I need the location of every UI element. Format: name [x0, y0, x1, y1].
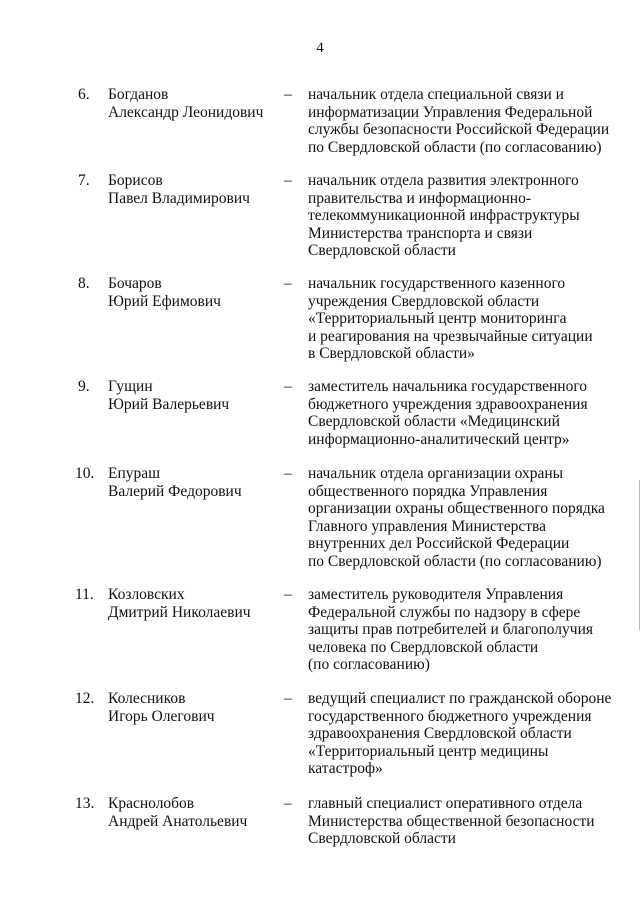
description-line: «Территориальный центр медицины: [308, 742, 549, 760]
position-description: [308, 465, 608, 571]
person-surname: Богданов: [108, 86, 169, 103]
person-surname: Епураш: [108, 465, 161, 482]
description-line: Свердловской области «Медицинский: [308, 413, 560, 431]
description-line: информационно-аналитический центр»: [308, 430, 570, 448]
description-line: Главного управления Министерства: [308, 517, 546, 535]
description-line: (по согласованию): [308, 656, 430, 674]
person-name: [108, 172, 273, 207]
description-line: начальник отдела организации охраны: [308, 465, 564, 482]
person-given-name: Юрий Валерьевич: [108, 395, 230, 413]
person-name: [108, 378, 273, 413]
description-line: Министерства транспорта и связи: [308, 224, 533, 242]
description-line: начальник отдела специальной связи и: [308, 86, 564, 103]
position-description: [308, 586, 608, 674]
description-line: по Свердловской области (по согласованию): [308, 552, 602, 570]
person-name: [108, 275, 273, 310]
position-description: [308, 690, 612, 778]
description-line: Свердловской области: [308, 830, 456, 848]
description-line: информатизации Управления Федеральной: [308, 103, 593, 121]
person-name: [108, 690, 273, 725]
description-line: государственного бюджетного учреждения: [308, 707, 592, 725]
description-line: по Свердловской области (по согласованию): [308, 138, 602, 156]
page-number: 4: [316, 40, 324, 56]
entry-number: 11.: [75, 586, 94, 603]
description-line: учреждения Свердловской области: [308, 292, 540, 310]
separator-dash: –: [284, 275, 292, 292]
person-given-name: Александр Леонидович: [108, 103, 264, 121]
description-line: ведущий специалист по гражданской обороне: [308, 690, 612, 707]
person-surname: Борисов: [108, 172, 163, 189]
description-line: заместитель начальника государственного: [308, 378, 588, 395]
description-line: телекоммуникационной инфраструктуры: [308, 207, 580, 225]
position-description: [308, 378, 608, 448]
person-surname: Гущин: [108, 378, 153, 395]
entry-number: 8.: [78, 275, 90, 292]
description-line: Федеральной службы по надзору в сфере: [308, 603, 581, 621]
person-name: [108, 795, 273, 830]
description-line: катастроф»: [308, 760, 383, 778]
position-description: [308, 172, 608, 260]
person-given-name: Дмитрий Николаевич: [108, 603, 251, 621]
person-surname: Козловских: [108, 586, 185, 603]
person-given-name: Павел Владимирович: [108, 189, 250, 207]
entry-number: 6.: [78, 86, 90, 103]
position-description: [308, 795, 608, 848]
separator-dash: –: [284, 586, 292, 603]
separator-dash: –: [284, 465, 292, 482]
description-line: здравоохранения Свердловской области: [308, 725, 572, 743]
person-given-name: Игорь Олегович: [108, 707, 215, 725]
description-line: человека по Свердловской области: [308, 638, 539, 656]
description-line: общественного порядка Управления: [308, 482, 548, 500]
person-surname: Краснолобов: [108, 795, 195, 812]
entry-number: 10.: [75, 465, 95, 482]
person-name: [108, 465, 273, 500]
description-line: бюджетного учреждения здравоохранения: [308, 395, 588, 413]
entry-number: 7.: [78, 172, 90, 189]
position-description: [308, 86, 608, 156]
description-line: организации охраны общественного порядка: [308, 500, 605, 518]
separator-dash: –: [284, 378, 292, 395]
description-line: внутренних дел Российской Федерации: [308, 535, 570, 553]
entry-number: 9.: [78, 378, 90, 395]
person-surname: Бочаров: [108, 275, 162, 292]
separator-dash: –: [284, 690, 292, 707]
separator-dash: –: [284, 172, 292, 189]
person-given-name: Валерий Федорович: [108, 482, 242, 500]
description-line: правительства и информационно-: [308, 189, 532, 207]
person-name: [108, 586, 273, 621]
person-name: [108, 86, 273, 121]
person-given-name: Андрей Анатольевич: [108, 812, 248, 830]
position-description: [308, 275, 608, 363]
description-line: начальник государственного казенного: [308, 275, 566, 292]
description-line: главный специалист оперативного отдела: [308, 795, 583, 812]
description-line: и реагирования на чрезвычайные ситуации: [308, 327, 593, 345]
person-given-name: Юрий Ефимович: [108, 292, 221, 310]
description-line: Министерства общественной безопасности: [308, 812, 595, 830]
description-line: Свердловской области: [308, 242, 456, 260]
description-line: в Свердловской области»: [308, 345, 475, 363]
separator-dash: –: [284, 795, 292, 812]
description-line: защиты прав потребителей и благополучия: [308, 621, 594, 639]
description-line: начальник отдела развития электронного: [308, 172, 579, 189]
person-surname: Колесников: [108, 690, 186, 707]
description-line: заместитель руководителя Управления: [308, 586, 564, 603]
entry-number: 13.: [75, 795, 95, 812]
description-line: службы безопасности Российской Федерации: [308, 121, 610, 139]
separator-dash: –: [284, 86, 292, 103]
description-line: «Территориальный центр мониторинга: [308, 310, 567, 328]
entry-number: 12.: [75, 690, 95, 707]
